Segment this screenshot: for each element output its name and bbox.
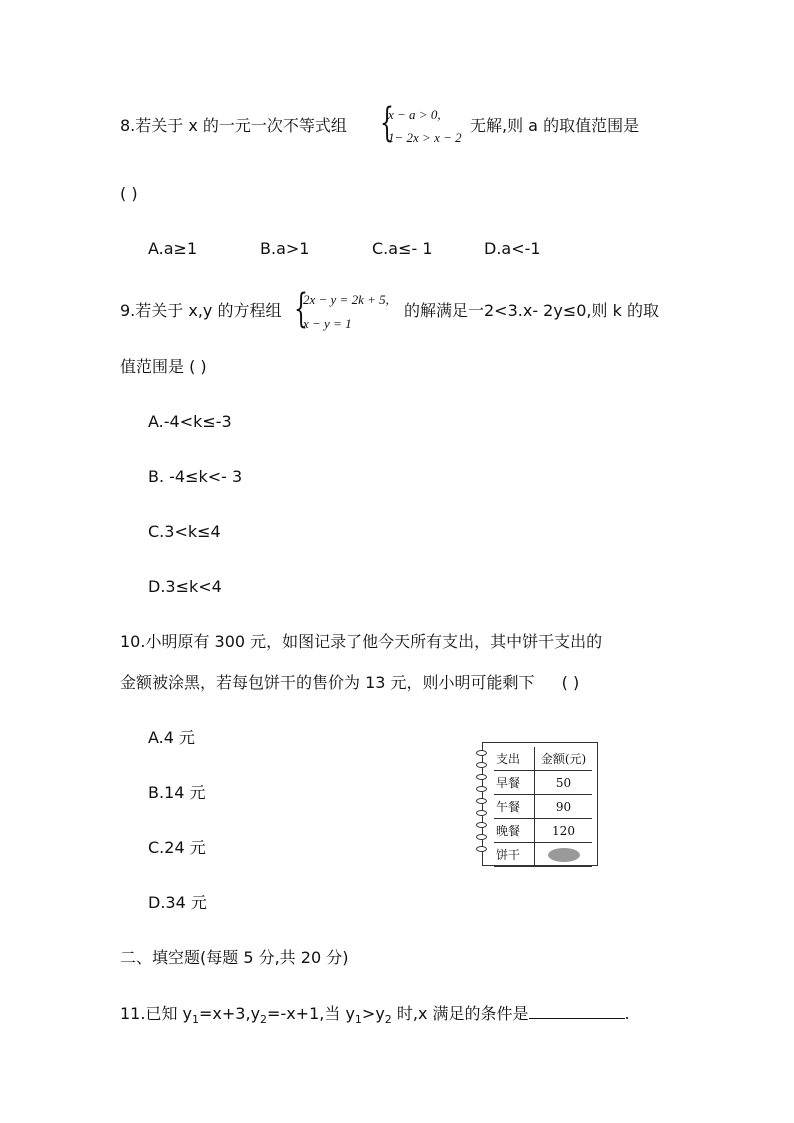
- notebook-ring-icon: [476, 846, 487, 852]
- q11-answer-blank[interactable]: [529, 1002, 625, 1019]
- q9-option-b: B. -4≤k<- 3: [148, 467, 243, 486]
- q8-brace: {: [380, 100, 394, 146]
- table-cell-amount: 90: [535, 795, 593, 819]
- q11-text-3: =-x+1,当 y: [267, 1004, 355, 1023]
- notebook-ring-icon: [476, 798, 487, 804]
- q8-system-line1: x − a > 0,: [388, 107, 441, 122]
- q10-answer-paren: ( ): [561, 673, 580, 692]
- ink-blot-icon: [548, 848, 580, 862]
- expense-table: [494, 747, 592, 867]
- q9-system-line2: x − y = 1: [303, 316, 352, 331]
- table-cell-item: 早餐: [494, 771, 535, 795]
- table-header-row: [494, 747, 592, 771]
- q8-option-a: A.a≥1: [148, 239, 198, 258]
- table-cell-amount: 50: [535, 771, 593, 795]
- q10-option-a: A.4 元: [148, 728, 196, 747]
- table-header: 金额(元): [535, 747, 593, 771]
- q9-suffix: 的解满足一2<3.x- 2y≤0,则 k 的取: [404, 301, 659, 320]
- q9-line2: 值范围是 ( ): [120, 357, 207, 376]
- q11-stem: [120, 1002, 630, 1031]
- q9-option-d: D.3≤k<4: [148, 577, 222, 596]
- q8-suffix: 无解,则 a 的取值范围是: [470, 116, 640, 135]
- q8-option-b: B.a>1: [260, 239, 310, 258]
- q9-prefix: 9.若关于 x,y 的方程组: [120, 301, 282, 320]
- q11-text-4: >y: [361, 1004, 385, 1023]
- table-cell-item: 午餐: [494, 795, 535, 819]
- table-cell-amount: 120: [535, 819, 593, 843]
- table-cell-item: 晚餐: [494, 819, 535, 843]
- q9-option-a: A.-4<k≤-3: [148, 412, 232, 431]
- q11-sub-3: 1: [354, 1013, 362, 1027]
- q10-line2: [120, 672, 579, 694]
- q9-brace: {: [294, 286, 308, 332]
- section-heading: 二、填空题(每题 5 分,共 20 分): [120, 948, 349, 967]
- q11-end: .: [624, 1004, 630, 1023]
- table-header: 支出: [494, 747, 535, 771]
- q8-prefix: 8.若关于 x 的一元一次不等式组: [120, 116, 347, 135]
- notebook-ring-icon: [476, 762, 487, 768]
- q8-answer-paren: ( ): [120, 184, 138, 203]
- q10-line2-text: 金额被涂黑，若每包饼干的售价为 13 元，则小明可能剩下: [120, 673, 535, 692]
- notebook-ring-icon: [476, 774, 487, 780]
- q8-option-d: D.a<-1: [484, 239, 541, 258]
- q8-stem: [120, 115, 347, 137]
- q10-option-d: D.34 元: [148, 893, 207, 912]
- q8-system-line2: 1− 2x > x − 2: [388, 130, 462, 145]
- notebook-ring-icon: [476, 810, 487, 816]
- q9-system-line1: 2x − y = 2k + 5,: [303, 292, 389, 307]
- q11-sub-1: 1: [192, 1013, 200, 1027]
- q10-option-b: B.14 元: [148, 783, 206, 802]
- table-row: [494, 819, 592, 843]
- notebook-ring-icon: [476, 822, 487, 828]
- table-cell-item: 饼干: [494, 843, 535, 867]
- table-row: [494, 771, 592, 795]
- q11-sub-2: 2: [260, 1013, 268, 1027]
- q11-text-1: 11.已知 y: [120, 1004, 193, 1023]
- q10-option-c: C.24 元: [148, 838, 206, 857]
- q10-line1: 10.小明原有 300 元，如图记录了他今天所有支出，其中饼干支出的: [120, 632, 603, 651]
- q8-option-c: C.a≤- 1: [372, 239, 433, 258]
- table-cell-amount-blotted: [535, 843, 593, 867]
- notebook-ring-icon: [476, 834, 487, 840]
- table-row: [494, 795, 592, 819]
- q11-text-2: =x+3,y: [199, 1004, 261, 1023]
- q9-option-c: C.3<k≤4: [148, 522, 221, 541]
- expense-notebook: [476, 742, 598, 866]
- q11-sub-4: 2: [384, 1013, 392, 1027]
- notebook-ring-icon: [476, 750, 487, 756]
- notebook-ring-icon: [476, 786, 487, 792]
- table-row: [494, 843, 592, 867]
- q11-text-5: 时,x 满足的条件是: [391, 1004, 529, 1023]
